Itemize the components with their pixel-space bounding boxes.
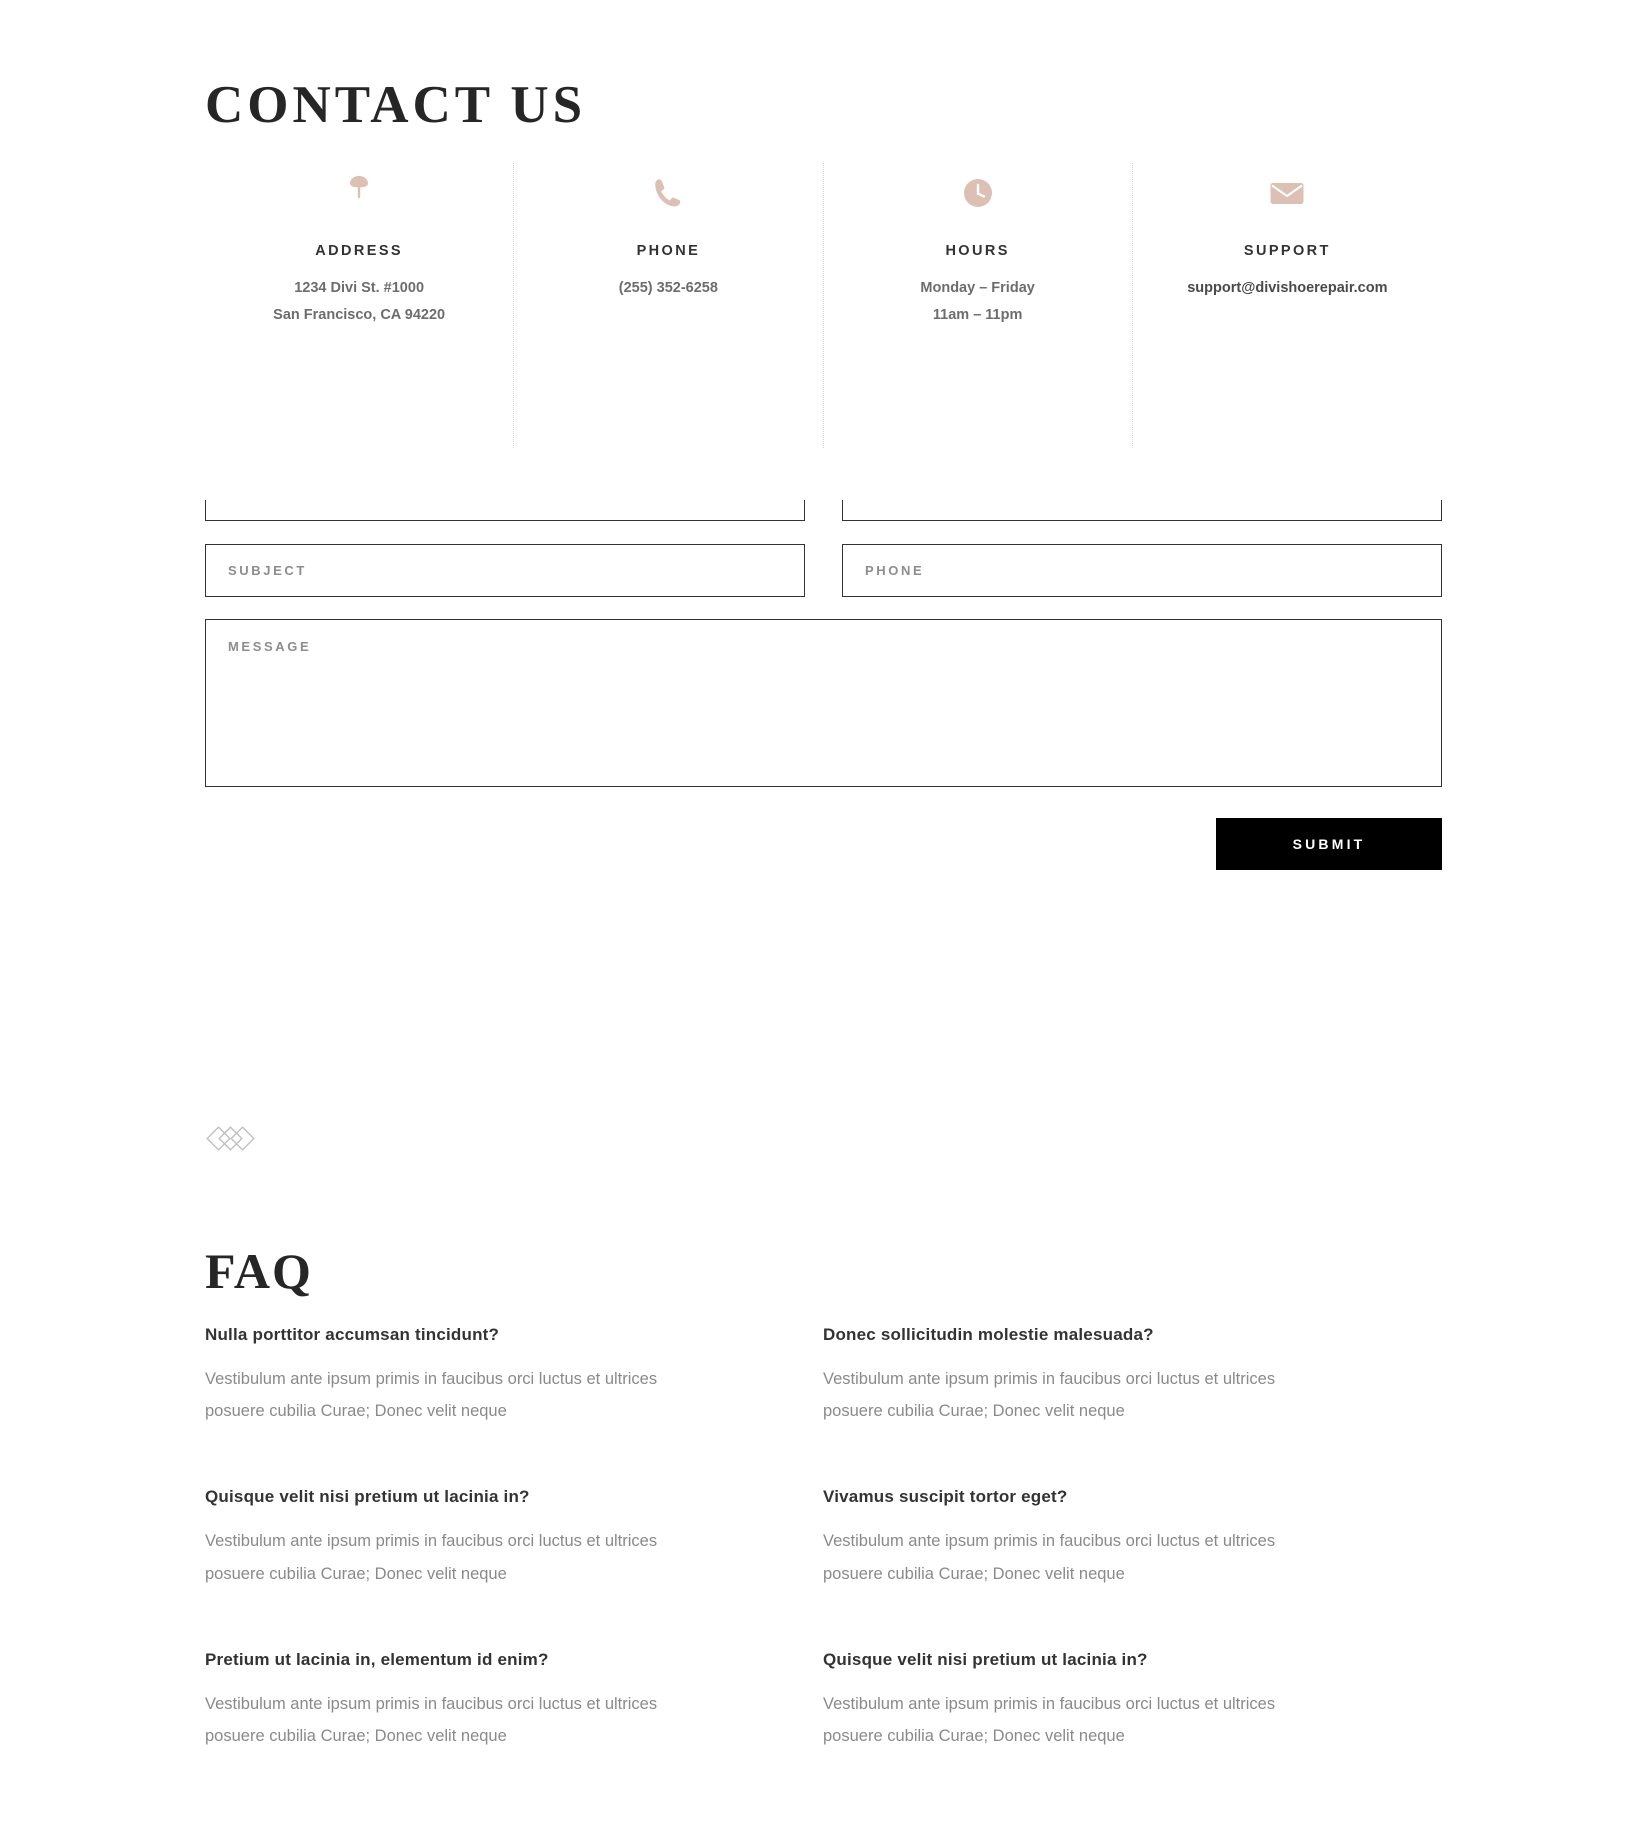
- info-lines: [1143, 275, 1432, 302]
- clock-icon: [834, 163, 1122, 223]
- info-label: ADDRESS: [315, 243, 403, 259]
- diamond-chain-icon: [205, 1125, 267, 1164]
- faq-item: [205, 1650, 823, 1752]
- faq-question: Quisque velit nisi pretium ut lacinia in?: [823, 1649, 1148, 1669]
- faq-answer: Vestibulum ante ipsum primis in faucibus orci luctus et ultrices posuere cubilia Curae; Donec velit neque: [205, 1532, 658, 1583]
- info-label: PHONE: [636, 243, 701, 259]
- contact-info-hours: [824, 163, 1133, 448]
- faq-item: [823, 1650, 1441, 1752]
- submit-row: [205, 818, 1442, 870]
- phone-icon: [524, 163, 812, 223]
- submit-button[interactable]: SUBMIT: [1216, 818, 1442, 870]
- faq-answer: Vestibulum ante ipsum primis in faucibus orci luctus et ultrices posuere cubilia Curae; Donec velit neque: [205, 1694, 658, 1745]
- form-row-name-email: [205, 500, 1442, 522]
- subject-input[interactable]: SUBJECT: [205, 544, 805, 597]
- contact-form[interactable]: [205, 500, 1442, 870]
- faq-title: FAQ: [205, 1242, 313, 1299]
- contact-info-row: [205, 163, 1442, 448]
- faq-answer: Vestibulum ante ipsum primis in faucibus orci luctus et ultrices posuere cubilia Curae; Donec velit neque: [205, 1370, 658, 1421]
- contact-info-support: [1133, 163, 1442, 448]
- email-input[interactable]: [842, 500, 1442, 521]
- contact-info-phone: [514, 163, 823, 448]
- faq-question: Nulla porttitor accumsan tincidunt?: [205, 1325, 500, 1344]
- faq-question: Donec sollicitudin molestie malesuada?: [823, 1325, 1154, 1344]
- faq-grid: [205, 1325, 1442, 1812]
- faq-question: Vivamus suscipit tortor eget?: [823, 1487, 1068, 1507]
- info-line-1: (255) 352-6258: [618, 280, 718, 296]
- page-title: CONTACT US: [205, 75, 587, 134]
- faq-item: [823, 1325, 1441, 1427]
- info-line-2: 11am – 11pm: [932, 306, 1023, 323]
- faq-question: Quisque velit nisi pretium ut lacinia in?: [205, 1487, 530, 1507]
- info-line-2: San Francisco, CA 94220: [273, 306, 446, 323]
- faq-answer: Vestibulum ante ipsum primis in faucibus orci luctus et ultrices posuere cubilia Curae; Donec velit neque: [823, 1532, 1276, 1583]
- faq-question: Pretium ut lacinia in, elementum id enim?: [205, 1649, 549, 1669]
- info-lines: [524, 275, 812, 302]
- message-input[interactable]: [205, 619, 1442, 787]
- info-line-1: Monday – Friday: [920, 280, 1035, 296]
- info-line-1: 1234 Divi St. #1000: [294, 280, 425, 296]
- faq-answer: Vestibulum ante ipsum primis in faucibus orci luctus et ultrices posuere cubilia Curae; Donec velit neque: [823, 1694, 1276, 1745]
- info-label: SUPPORT: [1243, 243, 1331, 259]
- faq-item: [205, 1487, 823, 1589]
- map-pin-icon: [215, 163, 503, 223]
- name-input[interactable]: [205, 500, 805, 521]
- contact-info-address: [205, 163, 514, 448]
- faq-answer: Vestibulum ante ipsum primis in faucibus orci luctus et ultrices posuere cubilia Curae; Donec velit neque: [823, 1370, 1276, 1421]
- phone-input[interactable]: PHONE: [842, 544, 1442, 597]
- faq-item: [205, 1325, 823, 1427]
- info-lines: [834, 275, 1122, 329]
- faq-item: [823, 1487, 1441, 1589]
- form-row-subject-phone: [205, 544, 1442, 597]
- info-label: HOURS: [945, 243, 1010, 259]
- support-email: support@divishoerepair.com: [1187, 280, 1388, 296]
- info-lines: [215, 275, 503, 329]
- envelope-icon: [1143, 163, 1432, 223]
